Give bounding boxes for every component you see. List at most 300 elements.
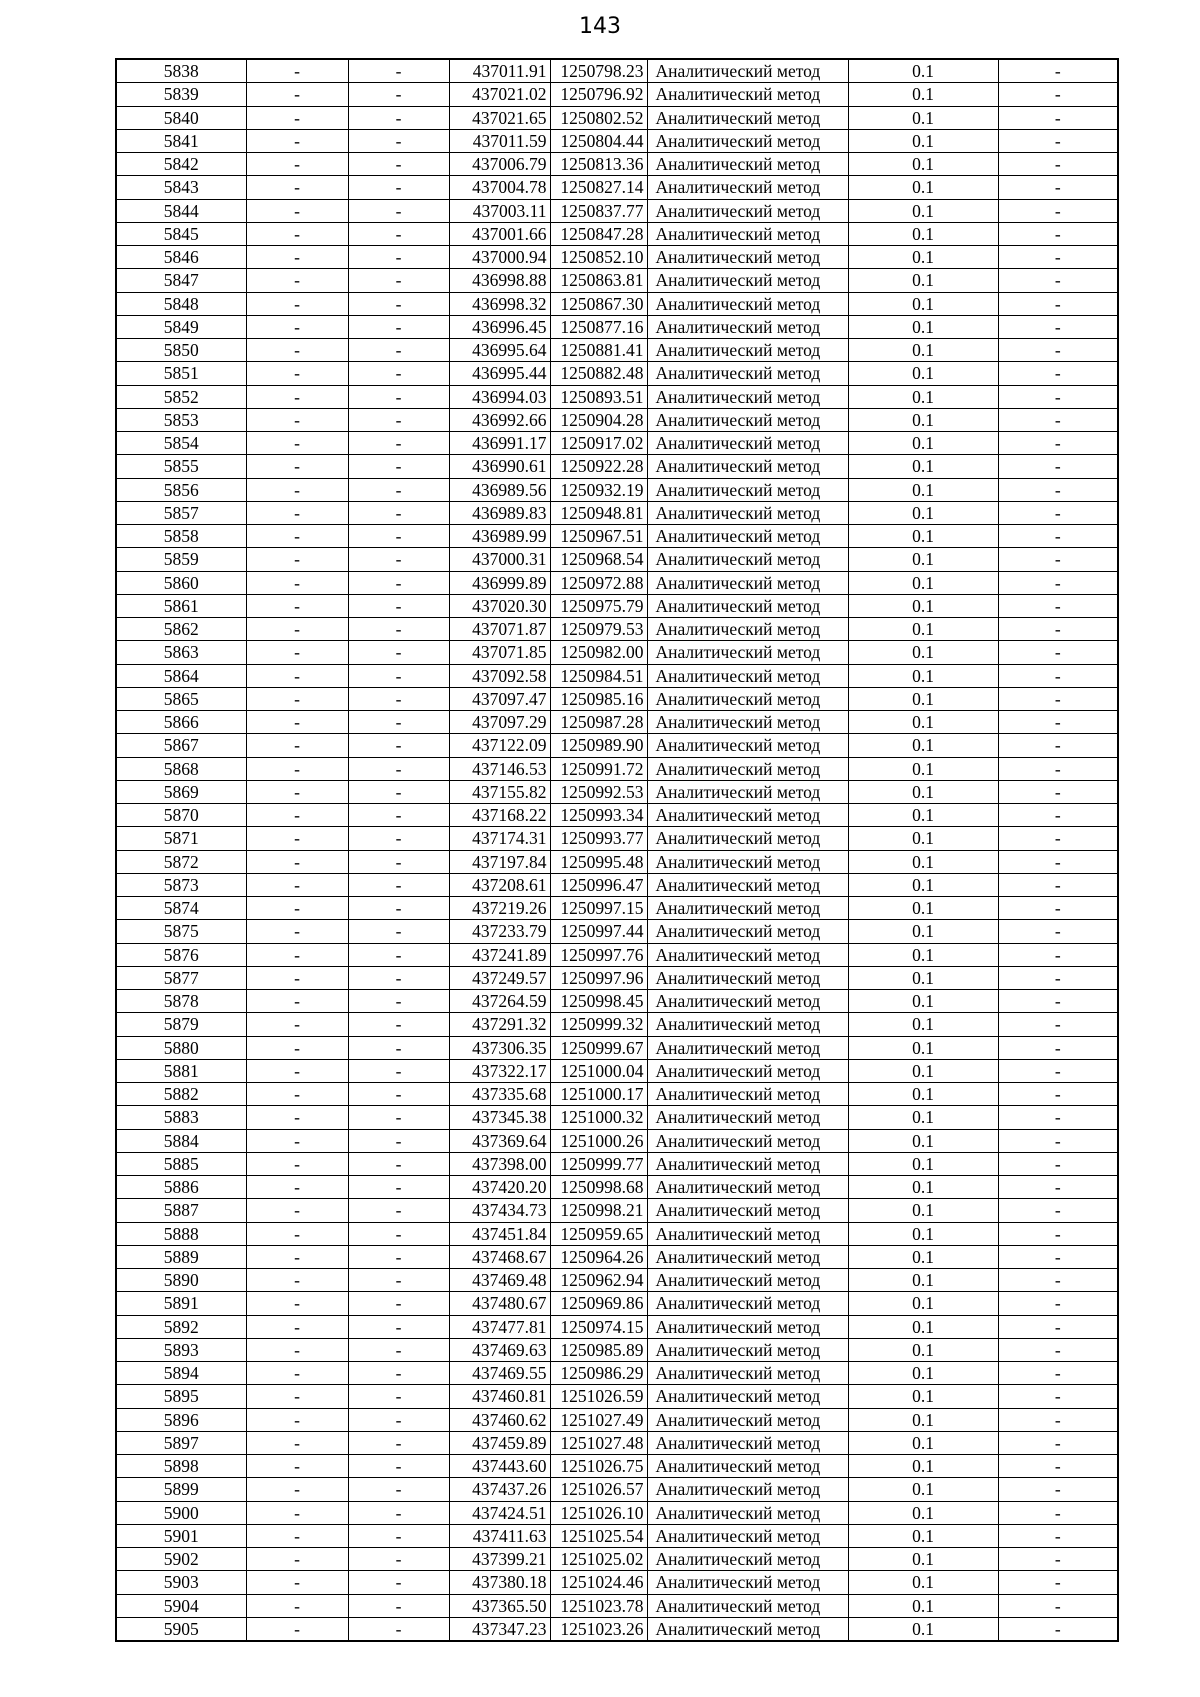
- y-coordinate-cell: 1251026.57: [550, 1478, 647, 1501]
- description-cell: -: [998, 897, 1118, 920]
- point-number-cell: 5844: [116, 199, 246, 222]
- method-cell: Аналитический метод: [647, 897, 848, 920]
- table-row: [116, 59, 1118, 83]
- description-cell: -: [998, 1199, 1118, 1222]
- dash-cell: -: [348, 1129, 449, 1152]
- dash-cell: -: [348, 711, 449, 734]
- table-row: [116, 478, 1118, 501]
- y-coordinate-cell: 1250917.02: [550, 432, 647, 455]
- point-number-cell: 5892: [116, 1315, 246, 1338]
- dash-cell: -: [348, 1501, 449, 1524]
- x-coordinate-cell: 436999.89: [449, 571, 550, 594]
- description-cell: -: [998, 1152, 1118, 1175]
- accuracy-cell: 0.1: [848, 1455, 998, 1478]
- accuracy-cell: 0.1: [848, 548, 998, 571]
- dash-cell: -: [246, 501, 348, 524]
- x-coordinate-cell: 437424.51: [449, 1501, 550, 1524]
- method-cell: Аналитический метод: [647, 1013, 848, 1036]
- method-cell: Аналитический метод: [647, 1222, 848, 1245]
- description-cell: -: [998, 1292, 1118, 1315]
- accuracy-cell: 0.1: [848, 1385, 998, 1408]
- dash-cell: -: [348, 827, 449, 850]
- dash-cell: -: [348, 176, 449, 199]
- accuracy-cell: 0.1: [848, 1036, 998, 1059]
- dash-cell: -: [246, 1129, 348, 1152]
- point-number-cell: 5864: [116, 664, 246, 687]
- dash-cell: -: [348, 1036, 449, 1059]
- dash-cell: -: [246, 1106, 348, 1129]
- point-number-cell: 5840: [116, 106, 246, 129]
- y-coordinate-cell: 1250948.81: [550, 501, 647, 524]
- point-number-cell: 5885: [116, 1152, 246, 1175]
- point-number-cell: 5878: [116, 990, 246, 1013]
- dash-cell: -: [246, 432, 348, 455]
- dash-cell: -: [348, 501, 449, 524]
- accuracy-cell: 0.1: [848, 873, 998, 896]
- y-coordinate-cell: 1250932.19: [550, 478, 647, 501]
- table-row: [116, 1408, 1118, 1431]
- dash-cell: -: [246, 1594, 348, 1617]
- description-cell: -: [998, 1106, 1118, 1129]
- dash-cell: -: [246, 1431, 348, 1454]
- point-number-cell: 5888: [116, 1222, 246, 1245]
- table-row: [116, 571, 1118, 594]
- point-number-cell: 5861: [116, 594, 246, 617]
- x-coordinate-cell: 437345.38: [449, 1106, 550, 1129]
- x-coordinate-cell: 436995.44: [449, 362, 550, 385]
- accuracy-cell: 0.1: [848, 246, 998, 269]
- y-coordinate-cell: 1250984.51: [550, 664, 647, 687]
- y-coordinate-cell: 1251025.02: [550, 1548, 647, 1571]
- accuracy-cell: 0.1: [848, 827, 998, 850]
- description-cell: -: [998, 59, 1118, 83]
- dash-cell: -: [348, 1013, 449, 1036]
- y-coordinate-cell: 1250972.88: [550, 571, 647, 594]
- dash-cell: -: [348, 1199, 449, 1222]
- x-coordinate-cell: 436994.03: [449, 385, 550, 408]
- accuracy-cell: 0.1: [848, 1106, 998, 1129]
- description-cell: -: [998, 1129, 1118, 1152]
- accuracy-cell: 0.1: [848, 1362, 998, 1385]
- method-cell: Аналитический метод: [647, 594, 848, 617]
- dash-cell: -: [246, 641, 348, 664]
- dash-cell: -: [246, 1315, 348, 1338]
- table-row: [116, 1013, 1118, 1036]
- dash-cell: -: [246, 1455, 348, 1478]
- point-number-cell: 5872: [116, 850, 246, 873]
- dash-cell: -: [348, 1385, 449, 1408]
- accuracy-cell: 0.1: [848, 292, 998, 315]
- table-row: [116, 1222, 1118, 1245]
- table-row: [116, 408, 1118, 431]
- dash-cell: -: [246, 1478, 348, 1501]
- table-row: [116, 362, 1118, 385]
- point-number-cell: 5904: [116, 1594, 246, 1617]
- table-row: [116, 1501, 1118, 1524]
- dash-cell: -: [246, 780, 348, 803]
- table-row: [116, 269, 1118, 292]
- accuracy-cell: 0.1: [848, 1524, 998, 1547]
- dash-cell: -: [348, 525, 449, 548]
- y-coordinate-cell: 1250904.28: [550, 408, 647, 431]
- table-row: [116, 1036, 1118, 1059]
- table-row: [116, 920, 1118, 943]
- description-cell: -: [998, 1269, 1118, 1292]
- x-coordinate-cell: 437469.55: [449, 1362, 550, 1385]
- accuracy-cell: 0.1: [848, 711, 998, 734]
- accuracy-cell: 0.1: [848, 385, 998, 408]
- table-row: [116, 1059, 1118, 1082]
- dash-cell: -: [246, 1571, 348, 1594]
- dash-cell: -: [246, 385, 348, 408]
- point-number-cell: 5893: [116, 1338, 246, 1361]
- table-row: [116, 1083, 1118, 1106]
- dash-cell: -: [246, 129, 348, 152]
- y-coordinate-cell: 1250798.23: [550, 59, 647, 83]
- dash-cell: -: [348, 990, 449, 1013]
- point-number-cell: 5845: [116, 222, 246, 245]
- point-number-cell: 5883: [116, 1106, 246, 1129]
- dash-cell: -: [348, 432, 449, 455]
- method-cell: Аналитический метод: [647, 618, 848, 641]
- method-cell: Аналитический метод: [647, 385, 848, 408]
- dash-cell: -: [246, 1176, 348, 1199]
- point-number-cell: 5874: [116, 897, 246, 920]
- accuracy-cell: 0.1: [848, 1315, 998, 1338]
- method-cell: Аналитический метод: [647, 1455, 848, 1478]
- point-number-cell: 5841: [116, 129, 246, 152]
- point-number-cell: 5856: [116, 478, 246, 501]
- description-cell: -: [998, 618, 1118, 641]
- description-cell: -: [998, 1245, 1118, 1268]
- dash-cell: -: [348, 1524, 449, 1547]
- y-coordinate-cell: 1250893.51: [550, 385, 647, 408]
- description-cell: -: [998, 408, 1118, 431]
- dash-cell: -: [348, 1176, 449, 1199]
- x-coordinate-cell: 436990.61: [449, 455, 550, 478]
- x-coordinate-cell: 437291.32: [449, 1013, 550, 1036]
- x-coordinate-cell: 436989.99: [449, 525, 550, 548]
- y-coordinate-cell: 1251027.48: [550, 1431, 647, 1454]
- accuracy-cell: 0.1: [848, 1059, 998, 1082]
- dash-cell: -: [246, 362, 348, 385]
- dash-cell: -: [348, 199, 449, 222]
- x-coordinate-cell: 436989.56: [449, 478, 550, 501]
- dash-cell: -: [348, 1455, 449, 1478]
- dash-cell: -: [348, 1059, 449, 1082]
- description-cell: -: [998, 176, 1118, 199]
- method-cell: Аналитический метод: [647, 1617, 848, 1641]
- dash-cell: -: [246, 873, 348, 896]
- point-number-cell: 5869: [116, 780, 246, 803]
- y-coordinate-cell: 1250995.48: [550, 850, 647, 873]
- y-coordinate-cell: 1250998.68: [550, 1176, 647, 1199]
- dash-cell: -: [348, 641, 449, 664]
- dash-cell: -: [246, 525, 348, 548]
- y-coordinate-cell: 1250999.32: [550, 1013, 647, 1036]
- x-coordinate-cell: 437197.84: [449, 850, 550, 873]
- dash-cell: -: [348, 664, 449, 687]
- accuracy-cell: 0.1: [848, 1338, 998, 1361]
- method-cell: Аналитический метод: [647, 1362, 848, 1385]
- method-cell: Аналитический метод: [647, 176, 848, 199]
- y-coordinate-cell: 1251023.26: [550, 1617, 647, 1641]
- dash-cell: -: [246, 757, 348, 780]
- dash-cell: -: [348, 1431, 449, 1454]
- x-coordinate-cell: 437460.81: [449, 1385, 550, 1408]
- method-cell: Аналитический метод: [647, 827, 848, 850]
- method-cell: Аналитический метод: [647, 734, 848, 757]
- accuracy-cell: 0.1: [848, 525, 998, 548]
- table-row: [116, 106, 1118, 129]
- x-coordinate-cell: 436998.32: [449, 292, 550, 315]
- dash-cell: -: [246, 548, 348, 571]
- dash-cell: -: [246, 1013, 348, 1036]
- description-cell: -: [998, 711, 1118, 734]
- description-cell: -: [998, 222, 1118, 245]
- point-number-cell: 5901: [116, 1524, 246, 1547]
- table-row: [116, 757, 1118, 780]
- y-coordinate-cell: 1250877.16: [550, 315, 647, 338]
- dash-cell: -: [348, 129, 449, 152]
- dash-cell: -: [246, 1385, 348, 1408]
- accuracy-cell: 0.1: [848, 222, 998, 245]
- description-cell: -: [998, 1222, 1118, 1245]
- y-coordinate-cell: 1250999.77: [550, 1152, 647, 1175]
- method-cell: Аналитический метод: [647, 1152, 848, 1175]
- description-cell: -: [998, 246, 1118, 269]
- point-number-cell: 5905: [116, 1617, 246, 1641]
- dash-cell: -: [246, 1245, 348, 1268]
- table-row: [116, 1245, 1118, 1268]
- accuracy-cell: 0.1: [848, 1176, 998, 1199]
- x-coordinate-cell: 437208.61: [449, 873, 550, 896]
- method-cell: Аналитический метод: [647, 943, 848, 966]
- table-row: [116, 1362, 1118, 1385]
- x-coordinate-cell: 436992.66: [449, 408, 550, 431]
- point-number-cell: 5838: [116, 59, 246, 83]
- point-number-cell: 5859: [116, 548, 246, 571]
- dash-cell: -: [348, 153, 449, 176]
- y-coordinate-cell: 1251000.04: [550, 1059, 647, 1082]
- dash-cell: -: [348, 408, 449, 431]
- dash-cell: -: [246, 199, 348, 222]
- x-coordinate-cell: 437369.64: [449, 1129, 550, 1152]
- description-cell: -: [998, 1478, 1118, 1501]
- dash-cell: -: [348, 478, 449, 501]
- accuracy-cell: 0.1: [848, 153, 998, 176]
- accuracy-cell: 0.1: [848, 1571, 998, 1594]
- dash-cell: -: [246, 1501, 348, 1524]
- point-number-cell: 5877: [116, 966, 246, 989]
- y-coordinate-cell: 1250922.28: [550, 455, 647, 478]
- description-cell: -: [998, 664, 1118, 687]
- x-coordinate-cell: 437322.17: [449, 1059, 550, 1082]
- dash-cell: -: [348, 1222, 449, 1245]
- dash-cell: -: [246, 246, 348, 269]
- point-number-cell: 5891: [116, 1292, 246, 1315]
- y-coordinate-cell: 1250997.96: [550, 966, 647, 989]
- accuracy-cell: 0.1: [848, 897, 998, 920]
- description-cell: -: [998, 362, 1118, 385]
- description-cell: -: [998, 1059, 1118, 1082]
- table-row: [116, 850, 1118, 873]
- dash-cell: -: [246, 687, 348, 710]
- dash-cell: -: [348, 385, 449, 408]
- table-row: [116, 222, 1118, 245]
- x-coordinate-cell: 437011.59: [449, 129, 550, 152]
- x-coordinate-cell: 437380.18: [449, 1571, 550, 1594]
- accuracy-cell: 0.1: [848, 83, 998, 106]
- description-cell: -: [998, 432, 1118, 455]
- y-coordinate-cell: 1250985.89: [550, 1338, 647, 1361]
- x-coordinate-cell: 437006.79: [449, 153, 550, 176]
- method-cell: Аналитический метод: [647, 1129, 848, 1152]
- accuracy-cell: 0.1: [848, 408, 998, 431]
- description-cell: -: [998, 455, 1118, 478]
- table-row: [116, 1176, 1118, 1199]
- method-cell: Аналитический метод: [647, 1431, 848, 1454]
- y-coordinate-cell: 1250985.16: [550, 687, 647, 710]
- method-cell: Аналитический метод: [647, 1083, 848, 1106]
- y-coordinate-cell: 1250852.10: [550, 246, 647, 269]
- x-coordinate-cell: 436989.83: [449, 501, 550, 524]
- x-coordinate-cell: 437001.66: [449, 222, 550, 245]
- method-cell: Аналитический метод: [647, 1269, 848, 1292]
- dash-cell: -: [348, 362, 449, 385]
- x-coordinate-cell: 437000.94: [449, 246, 550, 269]
- accuracy-cell: 0.1: [848, 199, 998, 222]
- y-coordinate-cell: 1250991.72: [550, 757, 647, 780]
- x-coordinate-cell: 436998.88: [449, 269, 550, 292]
- table-row: [116, 1199, 1118, 1222]
- accuracy-cell: 0.1: [848, 734, 998, 757]
- y-coordinate-cell: 1250867.30: [550, 292, 647, 315]
- method-cell: Аналитический метод: [647, 525, 848, 548]
- description-cell: -: [998, 1338, 1118, 1361]
- dash-cell: -: [348, 1269, 449, 1292]
- method-cell: Аналитический метод: [647, 804, 848, 827]
- point-number-cell: 5876: [116, 943, 246, 966]
- method-cell: Аналитический метод: [647, 129, 848, 152]
- table-row: [116, 873, 1118, 896]
- accuracy-cell: 0.1: [848, 1478, 998, 1501]
- method-cell: Аналитический метод: [647, 1524, 848, 1547]
- dash-cell: -: [246, 478, 348, 501]
- dash-cell: -: [246, 1362, 348, 1385]
- table-row: [116, 687, 1118, 710]
- description-cell: -: [998, 990, 1118, 1013]
- dash-cell: -: [246, 571, 348, 594]
- dash-cell: -: [348, 1478, 449, 1501]
- point-number-cell: 5880: [116, 1036, 246, 1059]
- dash-cell: -: [246, 1548, 348, 1571]
- y-coordinate-cell: 1250996.47: [550, 873, 647, 896]
- dash-cell: -: [348, 571, 449, 594]
- accuracy-cell: 0.1: [848, 339, 998, 362]
- table-row: [116, 1292, 1118, 1315]
- accuracy-cell: 0.1: [848, 780, 998, 803]
- x-coordinate-cell: 437097.29: [449, 711, 550, 734]
- point-number-cell: 5862: [116, 618, 246, 641]
- method-cell: Аналитический метод: [647, 153, 848, 176]
- y-coordinate-cell: 1251026.10: [550, 1501, 647, 1524]
- y-coordinate-cell: 1250992.53: [550, 780, 647, 803]
- point-number-cell: 5894: [116, 1362, 246, 1385]
- dash-cell: -: [246, 594, 348, 617]
- x-coordinate-cell: 437469.48: [449, 1269, 550, 1292]
- y-coordinate-cell: 1250863.81: [550, 269, 647, 292]
- x-coordinate-cell: 437122.09: [449, 734, 550, 757]
- table-row: [116, 315, 1118, 338]
- y-coordinate-cell: 1250998.45: [550, 990, 647, 1013]
- point-number-cell: 5851: [116, 362, 246, 385]
- dash-cell: -: [348, 618, 449, 641]
- y-coordinate-cell: 1251023.78: [550, 1594, 647, 1617]
- method-cell: Аналитический метод: [647, 59, 848, 83]
- description-cell: -: [998, 1362, 1118, 1385]
- method-cell: Аналитический метод: [647, 571, 848, 594]
- table-row: [116, 548, 1118, 571]
- x-coordinate-cell: 437480.67: [449, 1292, 550, 1315]
- table-row: [116, 594, 1118, 617]
- x-coordinate-cell: 437241.89: [449, 943, 550, 966]
- method-cell: Аналитический метод: [647, 315, 848, 338]
- description-cell: -: [998, 129, 1118, 152]
- x-coordinate-cell: 437020.30: [449, 594, 550, 617]
- method-cell: Аналитический метод: [647, 711, 848, 734]
- table-row: [116, 827, 1118, 850]
- dash-cell: -: [348, 873, 449, 896]
- description-cell: -: [998, 1455, 1118, 1478]
- y-coordinate-cell: 1250827.14: [550, 176, 647, 199]
- table-row: [116, 385, 1118, 408]
- point-number-cell: 5857: [116, 501, 246, 524]
- description-cell: -: [998, 315, 1118, 338]
- dash-cell: -: [246, 339, 348, 362]
- method-cell: Аналитический метод: [647, 1036, 848, 1059]
- method-cell: Аналитический метод: [647, 966, 848, 989]
- method-cell: Аналитический метод: [647, 432, 848, 455]
- dash-cell: -: [348, 804, 449, 827]
- point-number-cell: 5896: [116, 1408, 246, 1431]
- method-cell: Аналитический метод: [647, 1059, 848, 1082]
- table-row: [116, 804, 1118, 827]
- point-number-cell: 5873: [116, 873, 246, 896]
- description-cell: -: [998, 1083, 1118, 1106]
- accuracy-cell: 0.1: [848, 1292, 998, 1315]
- dash-cell: -: [348, 1548, 449, 1571]
- dash-cell: -: [246, 618, 348, 641]
- dash-cell: -: [348, 1106, 449, 1129]
- description-cell: -: [998, 525, 1118, 548]
- method-cell: Аналитический метод: [647, 1292, 848, 1315]
- x-coordinate-cell: 437264.59: [449, 990, 550, 1013]
- dash-cell: -: [246, 83, 348, 106]
- accuracy-cell: 0.1: [848, 362, 998, 385]
- dash-cell: -: [246, 827, 348, 850]
- dash-cell: -: [246, 1152, 348, 1175]
- method-cell: Аналитический метод: [647, 292, 848, 315]
- description-cell: -: [998, 478, 1118, 501]
- dash-cell: -: [348, 1292, 449, 1315]
- point-number-cell: 5843: [116, 176, 246, 199]
- accuracy-cell: 0.1: [848, 455, 998, 478]
- dash-cell: -: [348, 780, 449, 803]
- x-coordinate-cell: 437021.65: [449, 106, 550, 129]
- y-coordinate-cell: 1250993.77: [550, 827, 647, 850]
- method-cell: Аналитический метод: [647, 1478, 848, 1501]
